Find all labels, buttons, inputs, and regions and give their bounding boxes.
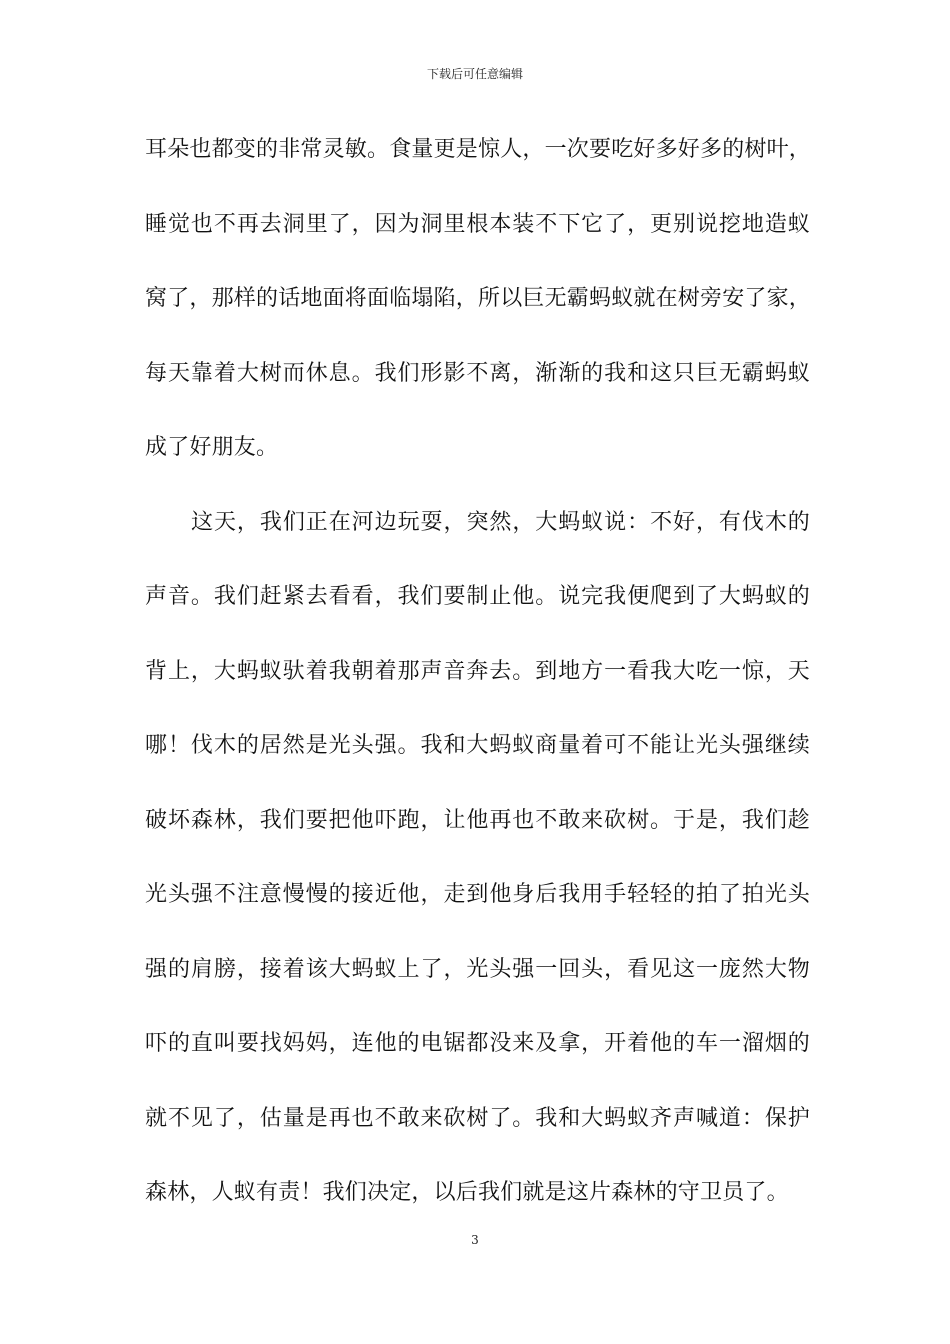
- page-header: 下载后可任意编辑: [426, 67, 523, 81]
- text-line: 哪！伐木的居然是光头强。我和大蚂蚁商量着可不能让光头强继续: [145, 733, 810, 758]
- text-line: 每天靠着大树而休息。我们形影不离，渐渐的我和这只巨无霸蚂蚁: [145, 360, 810, 386]
- body-text: [145, 130, 810, 1248]
- text-line: 就不见了，估量是再也不敢来砍树了。我和大蚂蚁齐声喊道：保护: [145, 1105, 810, 1131]
- text-line: 光头强不注意慢慢的接近他，走到他身后我用手轻轻的拍了拍光头: [145, 882, 810, 907]
- paragraph-2: [145, 503, 810, 1248]
- text-line: 耳朵也都变的非常灵敏。食量更是惊人，一次要吃好多好多的树叶，: [145, 137, 812, 162]
- text-line: 这天，我们正在河边玩耍，突然，大蚂蚁说：不好，有伐木的: [191, 509, 810, 535]
- text-line: 成了好朋友。: [145, 435, 279, 460]
- text-line: 窝了，那样的话地面将面临塌陷，所以巨无霸蚂蚁就在树旁安了家，: [145, 286, 812, 311]
- page-number: 3: [471, 1233, 479, 1247]
- text-line: 睡觉也不再去洞里了，因为洞里根本装不下它了，更别说挖地造蚁: [145, 211, 810, 237]
- text-line: 背上，大蚂蚁驮着我朝着那声音奔去。到地方一看我大吃一惊，天: [145, 658, 810, 684]
- paragraph-1: [145, 130, 810, 503]
- text-line: 声音。我们赶紧去看看，我们要制止他。说完我便爬到了大蚂蚁的: [145, 584, 810, 609]
- text-line: 森林，人蚁有责！我们决定，以后我们就是这片森林的守卫员了。: [145, 1180, 789, 1205]
- text-line: 强的肩膀，接着该大蚂蚁上了，光头强一回头，看见这一庞然大物: [145, 956, 810, 982]
- text-line: 吓的直叫要找妈妈，连他的电锯都没来及拿，开着他的车一溜烟的: [145, 1031, 810, 1056]
- text-line: 破坏森林，我们要把他吓跑，让他再也不敢来砍树。于是，我们趁: [145, 807, 810, 833]
